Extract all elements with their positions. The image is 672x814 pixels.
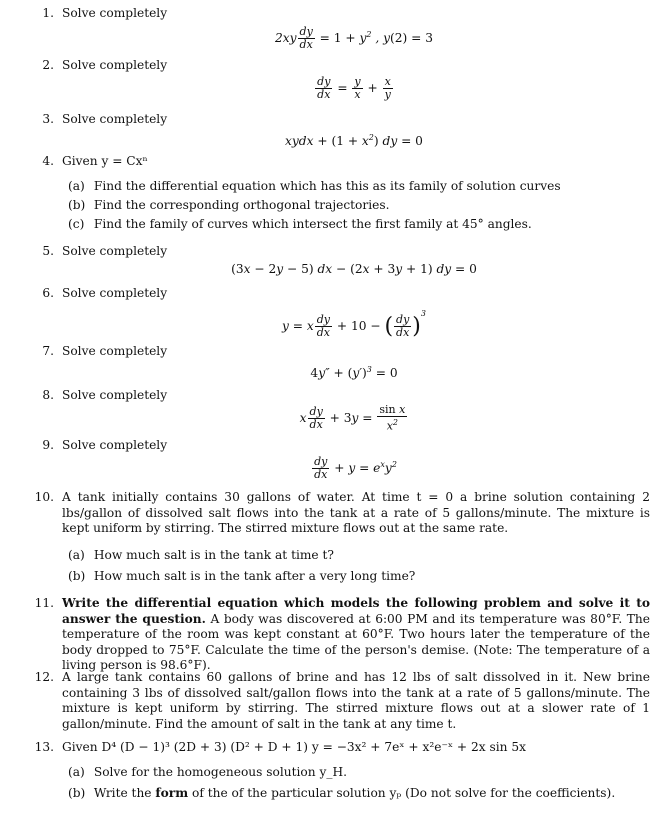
- problem-10-part-a: [68, 548, 648, 564]
- part-text-pre: Write the: [93, 786, 156, 800]
- problem-number: 1.: [42, 6, 54, 20]
- problem-text: Solve completely: [62, 286, 168, 300]
- equation-2: $\frac{dy}{dx}$ = $\frac{y}{x}$ + $\frac{x}{y}$: [317, 75, 391, 101]
- problem-text: Solve completely: [62, 58, 168, 72]
- problem-13-part-b: [68, 786, 648, 802]
- problem-number: 8.: [42, 388, 54, 402]
- part-label: (b): [68, 786, 86, 800]
- part-text-bold: form: [155, 786, 189, 800]
- part-text-post: of the of the particular solution yₚ (Do not solve for the coefficients).: [188, 786, 616, 800]
- problem-number: 12.: [34, 670, 54, 684]
- part-text: Find the family of curves which intersect the first family at 45° angles.: [93, 217, 532, 231]
- problem-10-part-b: [68, 569, 648, 585]
- part-label: (a): [68, 765, 85, 779]
- part-text: Solve for the homogeneous solution y_H.: [93, 765, 347, 779]
- part-label: (a): [68, 179, 85, 193]
- problem-text: Solve completely: [62, 344, 168, 358]
- part-text: Find the differential equation which has this as its family of solution curves: [93, 179, 561, 193]
- problem-number: 9.: [42, 438, 54, 452]
- equation-7: $4y'' + (y')^3 = 0$: [310, 365, 398, 381]
- problem-number: 4.: [42, 154, 54, 168]
- problem-body: A body was discovered at 6:00 PM and its temperature was 80°F. The temperature of the room was kept constant at 60°F. Two hours later the temperature of the body dropped to 75°F. Calculate the time of the person's demise. (Note: The temperature of a living person is 98.6°F).: [62, 611, 650, 672]
- problem-text: A tank initially contains 30 gallons of water. At time t = 0 a brine solution containing 2 lbs/gallon of dissolved salt flows into the tank at a rate of 5 gallons/minute. The mixture is kept uniform by stirring. The stirred mixture flows out at the same rate.: [62, 490, 650, 535]
- problem-text: Solve completely: [62, 438, 168, 452]
- problem-number: 13.: [34, 740, 54, 754]
- problem-number: 7.: [42, 344, 54, 358]
- problem-4-part-b: [68, 198, 648, 214]
- part-label: (b): [68, 198, 86, 212]
- problem-text: Solve completely: [62, 112, 168, 126]
- problem-text: Given y = Cxⁿ: [62, 154, 148, 168]
- problem-4-part-a: [68, 179, 648, 195]
- problem-text: [62, 596, 650, 674]
- part-text: Find the corresponding orthogonal trajectories.: [93, 198, 390, 212]
- problem-text: Solve completely: [62, 388, 168, 402]
- problem-number: 2.: [42, 58, 54, 72]
- part-label: (a): [68, 548, 85, 562]
- problem-13-part-a: [68, 765, 648, 781]
- part-text: How much salt is in the tank after a very long time?: [93, 569, 416, 583]
- problem-number: 5.: [42, 244, 54, 258]
- equation-8: x $\frac{dy}{dx}$ + 3y = $\frac{\text{sin x}}{x^2}$: [299, 403, 406, 433]
- problem-number: 3.: [42, 112, 54, 126]
- part-text: How much salt is in the tank at time t?: [93, 548, 334, 562]
- equation-6: y = x $\frac{dy}{dx}$ + 10 − ( $\frac{dy}{dx}$ )$^3$: [282, 309, 426, 339]
- problem-number: 6.: [42, 286, 54, 300]
- problem-number: 10.: [34, 490, 54, 504]
- problem-text: Given D⁴ (D − 1)³ (2D + 3) (D² + D + 1) y = −3x² + 7eˣ + x²e⁻ˣ + 2x sin 5x: [62, 740, 527, 754]
- problem-instruction: Write the differential equation which models the following problem and solve it to answer the question.: [62, 596, 650, 626]
- problem-text: Solve completely: [62, 6, 168, 20]
- equation-1: 2xy $\frac{dy}{dx}$ = $1 + y^2$ , y(2) = 3: [275, 25, 433, 51]
- equation-3: xydx + $(1 + x^2)$ dy = 0: [285, 133, 423, 149]
- problem-text: Solve completely: [62, 244, 168, 258]
- equation-9: $\frac{dy}{dx}$ + $y = e^xy^2$: [314, 455, 397, 481]
- part-label: (c): [68, 217, 85, 231]
- part-label: (b): [68, 569, 86, 583]
- equation-5: (3x − 2y − 5) dx − (2x + 3y + 1) dy = 0: [231, 262, 477, 276]
- problem-4-part-c: [68, 217, 648, 233]
- problem-number: 11.: [34, 596, 54, 610]
- problem-text: A large tank contains 60 gallons of brine and has 12 lbs of salt dissolved in it. New brine containing 3 lbs of dissolved salt/gallon flows into the tank at a rate of 5 gallons/minute. The mixture is kept uniform by stirring. The stirred mixture flows out at a slower rate of 1 gallon/minute. Find the amount of salt in the tank at any time t.: [62, 670, 650, 731]
